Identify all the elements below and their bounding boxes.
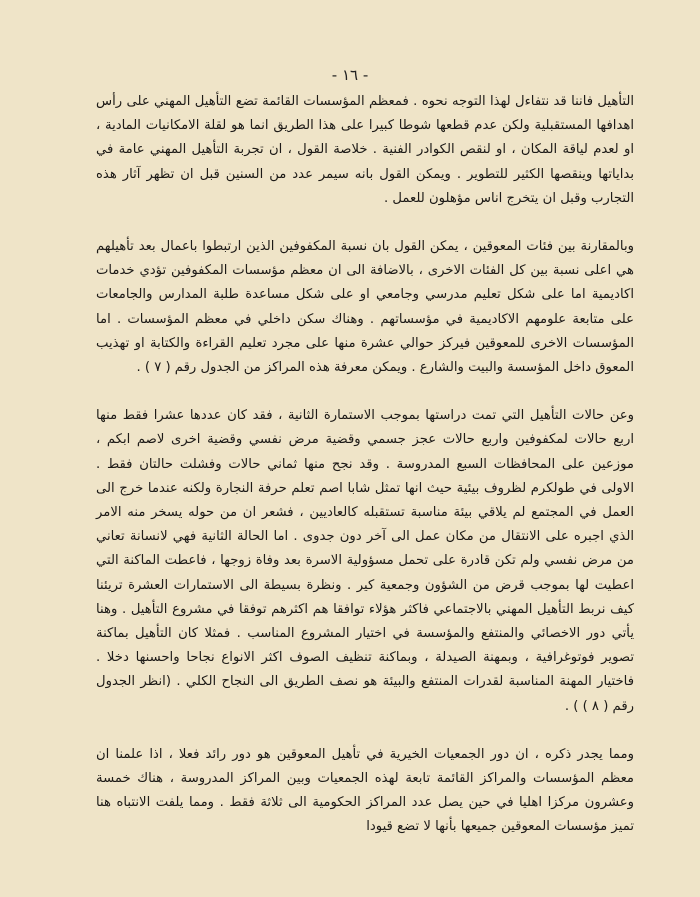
paragraph-charitable-societies: ومما يجدر ذكره ، ان دور الجمعيات الخيرية في تأهيل المعوقين هو دور رائد فعلا ، اذا علمنا ان معظم المؤسسات والمراكز القائمة تابعة لهذه الجمعيات وبين المراكز المدروسة ، هناك خمسة وعشرون مركزا اهليا في حين يصل عدد المراكز الحكومية الى ثلاثة فقط . ومما يلفت الانتباه هنا تميز مؤسسات المعوقين جميعها بأنها لا تضع قيودا [96, 746, 634, 835]
paragraph-vocational-rehab-outlook: التأهيل فاننا قد نتفاءل لهذا التوجه نحوه . فمعظم المؤسسات القائمة تضع التأهيل المهني على رأس اهدافها المستقبلية ولكن عدم قطعها شوطا كبيرا على هذا الطريق انما هو لقلة الامكانيات المادية ، او لعدم لياقة المكان ، او لنقص الكوادر الفنية . خلاصة القول ، ان تجربة التأهيل المهني عامة في بداياتها وينقصها الكثير للتطوير . ويمكن القول بانه سيمر عدد من السنين قبل ان تظهر آثار هذه التجارب وقبل ان يتخرج اناس مؤهلون للعمل . [96, 94, 634, 206]
page-number: - ١٦ - [331, 66, 369, 84]
document-body [96, 90, 634, 840]
paragraph-rehab-cases: وعن حالات التأهيل التي تمت دراستها بموجب الاستمارة الثانية ، فقد كان عددها عشرا فقط منها اربع حالات لمكفوفين واربع حالات عجز جسمي وقضية مرض نفسي وقضية اخرى لاصم ابكم ، موزعين على المحافظات السبع المدروسة . وقد نجح منها ثماني حالات وفشلت حالتان فقط . الاولى في طولكرم لظروف بيئية حيث انها تمثل شابا اصم تعلم حرفة النجارة ولكنه عندما خرج الى العمل في المجتمع لم يلاقي بيئة مناسبة تستقبله كالعاديين ، فشعر ان من حوله يسخر منه الامر الذي اجبره على الانتقال من مكان عمل الى آخر دون جدوى . اما الحالة الثانية فهي لانسانة تعاني من مرض نفسي ولم تكن قادرة على تحمل مسؤولية الاسرة بعد وفاة زوجها ، فاعطت الماكنة التي اعطيت لها بموجب قرض من الشؤون وجمعية كير . ونظرة بسيطة الى الاستمارات العشرة تريئنا كيف نربط التأهيل المهني بالاجتماعي فاكثر هؤلاء توافقا هم اكثرهم توفقا في مشروع التأهيل . وهنا يأتي دور الاخصائي والمنتفع والمؤسسة في اختيار المشروع المناسب . فمثلا كان التأهيل بماكنة تصوير فوتوغرافية ، وبمهنة الصيدلة ، وبماكنة تنظيف الصوف اكثر الانواع نجاحا واحسنها دخلا . فاختيار المهنة المناسبة لقدرات المنتفع والبيئة هو نصف الطريق الى النجاح الكلي . (انظر الجدول رقم ( ٨ ) ) . [96, 408, 634, 714]
paragraph-blind-comparison: وبالمقارنة بين فئات المعوقين ، يمكن القول بان نسبة المكفوفين الذين ارتبطوا باعمال بعد تأهيلهم هي اعلى نسبة بين كل الفئات الاخرى ، بالاضافة الى ان معظم مؤسسات المكفوفين تؤدي خدمات اكاديمية اما على شكل تعليم مدرسي وجامعي او على شكل مساعدة طلبة المدارس والجامعات على متابعة علومهم الاكاديمية في مؤسساتهم . وهناك سكن داخلي في معظم المؤسسات . اما المؤسسات الاخرى للمعوقين فيركز حوالي عشرة منها على مجرد تعليم القراءة والكتابة او تهذيب المعوق داخل المؤسسة والبيت والشارع . ويمكن معرفة هذه المراكز من الجدول رقم ( ٧ ) . [96, 239, 634, 376]
